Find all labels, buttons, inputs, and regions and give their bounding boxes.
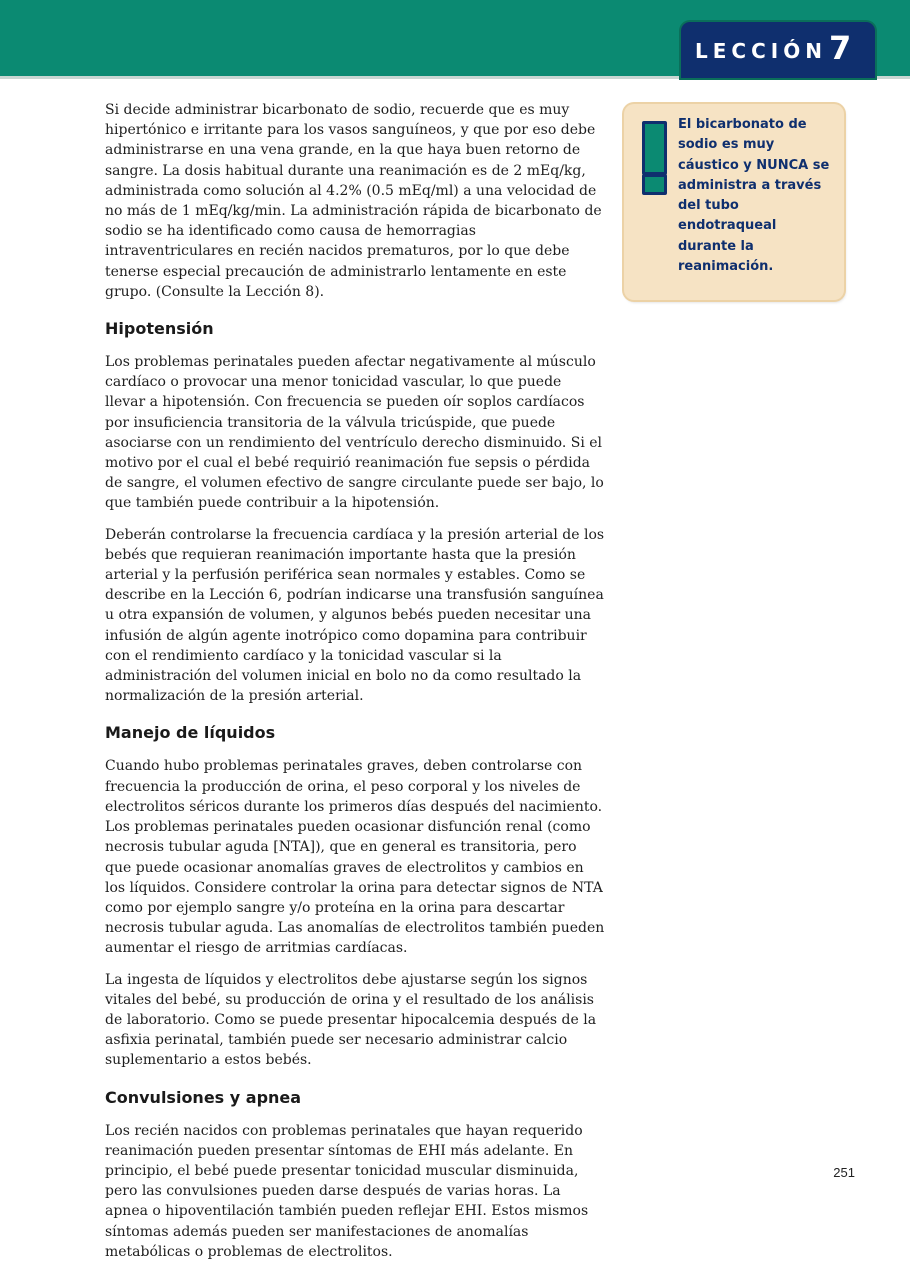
lesson-number: 7 (829, 29, 852, 67)
lesson-tab (681, 22, 875, 78)
exclamation-dot-icon (642, 174, 667, 195)
fluids-heading: Manejo de líquidos (105, 723, 276, 743)
fluids-paragraph-1: Cuando hubo problemas perinatales graves, deben controlarse con frecuencia la producción de orina, el peso corporal y los niveles de electrolitos séricos durante los primeros días después del nacimiento. Los problemas perinatales pueden ocasionar disfunción renal (como necrosis tubular aguda [NTA]), que en general es transitoria, pero que puede ocasionar anomalías graves de electrolitos y cambios en los líquidos. Considere controlar la orina para detectar signos de NTA como por ejemplo sangre y/o proteína en la orina para descartar necrosis tubular aguda. Las anomalías de electrolitos también pueden aumentar el riesgo de arritmias cardíacas. (105, 758, 605, 957)
callout-text: El bicarbonato de sodio es muy cáustico y NUNCA se administra a través del tubo endotraqueal durante la reanimación. (678, 117, 830, 275)
fluids-paragraph-2: La ingesta de líquidos y electrolitos debe ajustarse según los signos vitales del bebé, su producción de orina y el resultado de los análisis de laboratorio. Como se puede presentar hipocalcemia después de la asfixia perinatal, también puede ser necesario administrar calcio suplementario a estos bebés. (105, 971, 597, 1069)
hypotension-paragraph-2: Deberán controlarse la frecuencia cardíaca y la presión arterial de los bebés que requieran reanimación importante hasta que la presión arterial y la perfusión periférica sean normales y estables. Como se describe en la Lección 6, podrían indicarse una transfusión sanguínea u otra expansión de volumen, y algunos bebés pueden necesitar una infusión de algún agente inotrópico como dopamina para contribuir con el rendimiento cardíaco y la tonicidad vascular si la administración del volumen inicial en bolo no da como resultado la normalización de la presión arterial. (105, 526, 605, 705)
seizures-paragraph-1: Los recién nacidos con problemas perinatales que hayan requerido reanimación pueden presentar síntomas de EHI más adelante. En principio, el bebé puede presentar tonicidad muscular disminuida, pero las convulsiones pueden darse después de varias horas. La apnea o hipoventilación también pueden reflejar EHI. Estos mismos síntomas además pueden ser manifestaciones de anomalías metabólicas o problemas de electrolitos. (105, 1122, 589, 1260)
page-number: 251 (833, 1165, 855, 1180)
hypotension-paragraph-1: Los problemas perinatales pueden afectar negativamente al músculo cardíaco o provocar una menor tonicidad vascular, lo que puede llevar a hipotensión. Con frecuencia se pueden oír soplos cardíacos por insuficiencia transitoria de la válvula tricúspide, que puede asociarse con un rendimiento del ventrículo derecho disminuido. Si el motivo por el cual el bebé requirió reanimación fue sepsis o pérdida de sangre, el volumen efectivo de sangre circulante puede ser bajo, lo que también puede contribuir a la hipotensión. (105, 354, 604, 512)
lesson-label: LECCIÓN (695, 39, 827, 63)
warning-callout (624, 104, 844, 300)
exclamation-icon (642, 121, 667, 175)
hypotension-heading: Hipotensión (105, 319, 214, 339)
bicarbonate-paragraph: Si decide administrar bicarbonato de sodio, recuerde que es muy hipertónico e irritante para los vasos sanguíneos, y que por eso debe administrarse en una vena grande, en la que haya buen retorno de sangre. La dosis habitual durante una reanimación es de 2 mEq/kg, administrada como solución al 4.2% (0.5 mEq/ml) a una velocidad de no más de 1 mEq/kg/min. La administración rápida de bicarbonato de sodio se ha identificado como causa de hemorragias intraventriculares en recién nacidos prematuros, por lo que debe tenerse especial precaución de administrarlo lentamente en este grupo. (Consulte la Lección 8). (105, 102, 602, 300)
main-column (105, 100, 605, 1262)
seizures-heading: Convulsiones y apnea (105, 1087, 302, 1107)
